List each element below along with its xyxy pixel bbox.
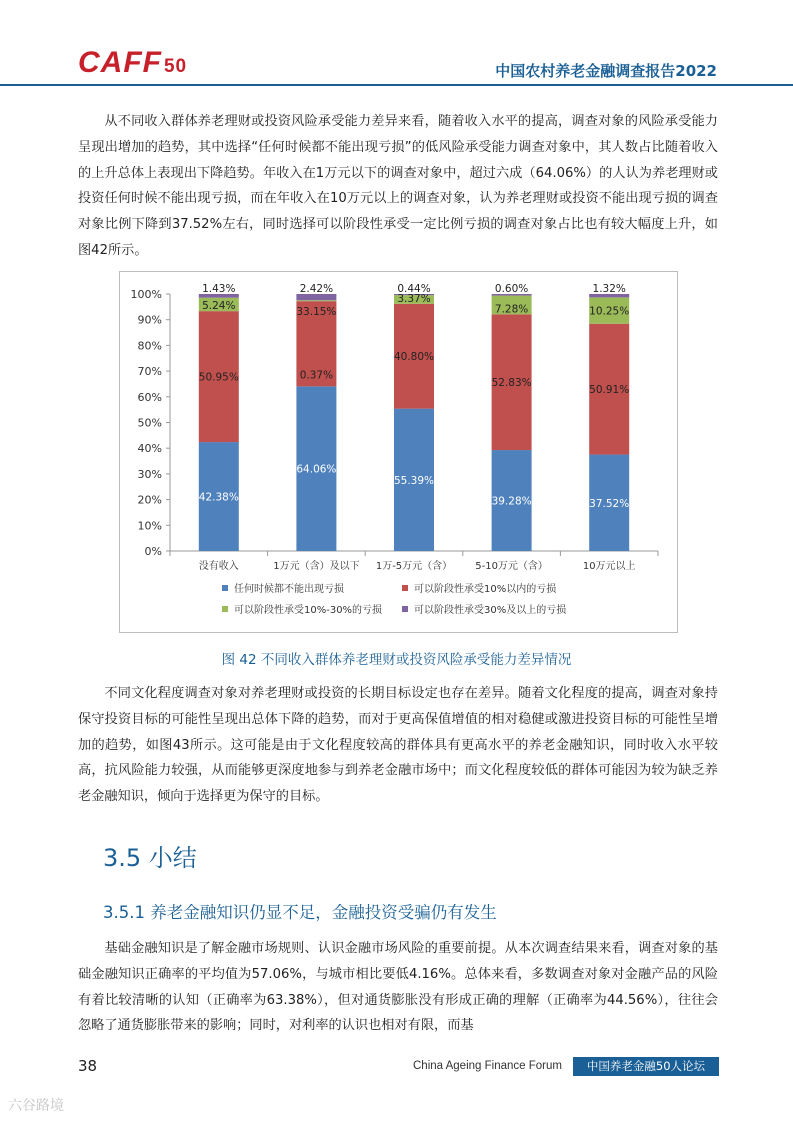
x-tick-label: 1万-5万元（含） <box>375 561 453 572</box>
paragraph-financial-knowledge: 基础金融知识是了解金融市场规则、认识金融市场风险的重要前提。从本次调查结果来看，调查对象的基础金融知识正确率的平均值为57.06%，与城市相比要低4.16%。总体来看，多数调查对象对金融产品的风险有着比较清晰的认知（正确率为63.38%），但对通货膨胀没有形成正确的理解（正确率为44.56%），往往会忽略了通货膨胀带来的影响；同时，对利率的认识也相对有限，而基 <box>78 941 718 1034</box>
subsection-heading: 3.5.1 养老金融知识仍显不足，金融投资受骗仍有发生 <box>103 903 497 922</box>
footer-forum-en: China Ageing Finance Forum <box>413 1060 562 1072</box>
watermark-text: 六谷路境 <box>8 1098 64 1114</box>
data-label: 0.37% <box>299 369 334 382</box>
legend-swatch <box>222 606 228 612</box>
legend-label: 可以阶段性承受10%以内的亏损 <box>414 584 557 595</box>
data-label: 1.43% <box>202 283 236 295</box>
data-label: 37.52% <box>589 497 630 510</box>
figure-42-chart <box>119 271 678 633</box>
bar-segment <box>296 300 336 301</box>
y-tick-label: 40% <box>137 442 162 456</box>
data-label: 33.15% <box>296 306 337 319</box>
y-tick-label: 10% <box>137 519 162 533</box>
header-divider <box>0 84 793 86</box>
y-tick-label: 50% <box>137 416 162 430</box>
report-title: 中国农村养老金融调查报告2022 <box>495 62 717 80</box>
y-tick-label: 30% <box>137 467 162 481</box>
section-heading: 3.5 小结 <box>103 844 197 872</box>
footer-forum-badge: 中国养老金融50人论坛 <box>573 1057 719 1076</box>
page-number: 38 <box>78 1057 98 1075</box>
data-label: 40.80% <box>393 351 435 364</box>
data-label: 50.91% <box>589 384 630 397</box>
data-label: 50.95% <box>198 371 239 384</box>
paragraph-education-goals: 不同文化程度调查对象对养老理财或投资的长期目标设定也存在差异。随着文化程度的提高，调查对象持保守投资目标的可能性呈现出总体下降的趋势，而对于更高保值增值的相对稳健或激进投资目标的可能性呈增加的趋势，如图43所示。这可能是由于文化程度较高的群体具有更高水平的养老金融知识，同时收入水平较高，抗风险能力较强，从而能够更深度地参与到养老金融市场中；而文化程度较低的群体可能因为较为缺乏养老金融知识，倾向于选择更为保守的目标。 <box>78 686 718 805</box>
y-tick-label: 60% <box>137 390 162 404</box>
data-label: 42.38% <box>198 491 239 504</box>
legend-label: 任何时候都不能出现亏损 <box>234 584 344 595</box>
x-tick-label: 10万元以上 <box>582 561 636 572</box>
paragraph-income-risk: 从不同收入群体养老理财或投资风险承受能力差异来看，随着收入水平的提高，调查对象的风险承受能力呈现出增加的趋势，其中选择“任何时候都不能出现亏损”的低风险承受能力调查对象中，其人数占比随着收入的上升总体上表现出下降趋势。年收入在1万元以下的调查对象中，超过六成（64.06%）的人认为养老理财或投资任何时候不能出现亏损，而在年收入在10万元以上的调查对象，认为养老理财或投资不能出现亏损的调查对象比例下降到37.52%左右，同时选择可以阶段性承受一定比例亏损的调查对象占比也有较大幅度上升，如图42所示。 <box>78 114 718 258</box>
legend-label: 可以阶段性承受10%-30%的亏损 <box>234 605 383 616</box>
y-tick-label: 100% <box>130 288 162 301</box>
data-label: 10.25% <box>589 305 630 318</box>
y-tick-label: 20% <box>137 493 162 507</box>
legend-label: 可以阶段性承受30%及以上的亏损 <box>414 605 567 616</box>
y-tick-label: 80% <box>137 339 162 353</box>
data-label: 5.24% <box>202 300 236 313</box>
x-tick-label: 没有收入 <box>198 561 239 572</box>
legend-swatch <box>222 585 228 591</box>
legend-swatch <box>402 606 408 612</box>
data-label: 3.37% <box>397 292 431 305</box>
y-tick-label: 90% <box>137 313 162 327</box>
data-label: 0.44% <box>397 283 431 295</box>
data-label: 7.28% <box>494 303 529 316</box>
legend-swatch <box>402 585 408 591</box>
data-label: 52.83% <box>491 377 532 390</box>
logo-text: CAFF <box>78 46 162 79</box>
y-tick-label: 0% <box>144 545 162 558</box>
x-tick-label: 5-10万元（含） <box>475 561 548 572</box>
caff-logo <box>78 46 187 80</box>
figure-caption: 图 42 不同收入群体养老理财或投资风险承受能力差异情况 <box>221 652 572 668</box>
data-label: 55.39% <box>393 474 435 487</box>
logo-sub: 50 <box>163 56 188 77</box>
data-label: 64.06% <box>296 463 337 476</box>
x-tick-label: 1万元（含）及以下 <box>273 561 360 572</box>
data-label: 1.32% <box>592 283 626 295</box>
stacked-bar-chart <box>120 272 677 632</box>
data-label: 2.42% <box>299 283 334 295</box>
data-label: 39.28% <box>491 495 532 508</box>
y-tick-label: 70% <box>137 365 162 379</box>
data-label: 0.60% <box>494 283 529 295</box>
